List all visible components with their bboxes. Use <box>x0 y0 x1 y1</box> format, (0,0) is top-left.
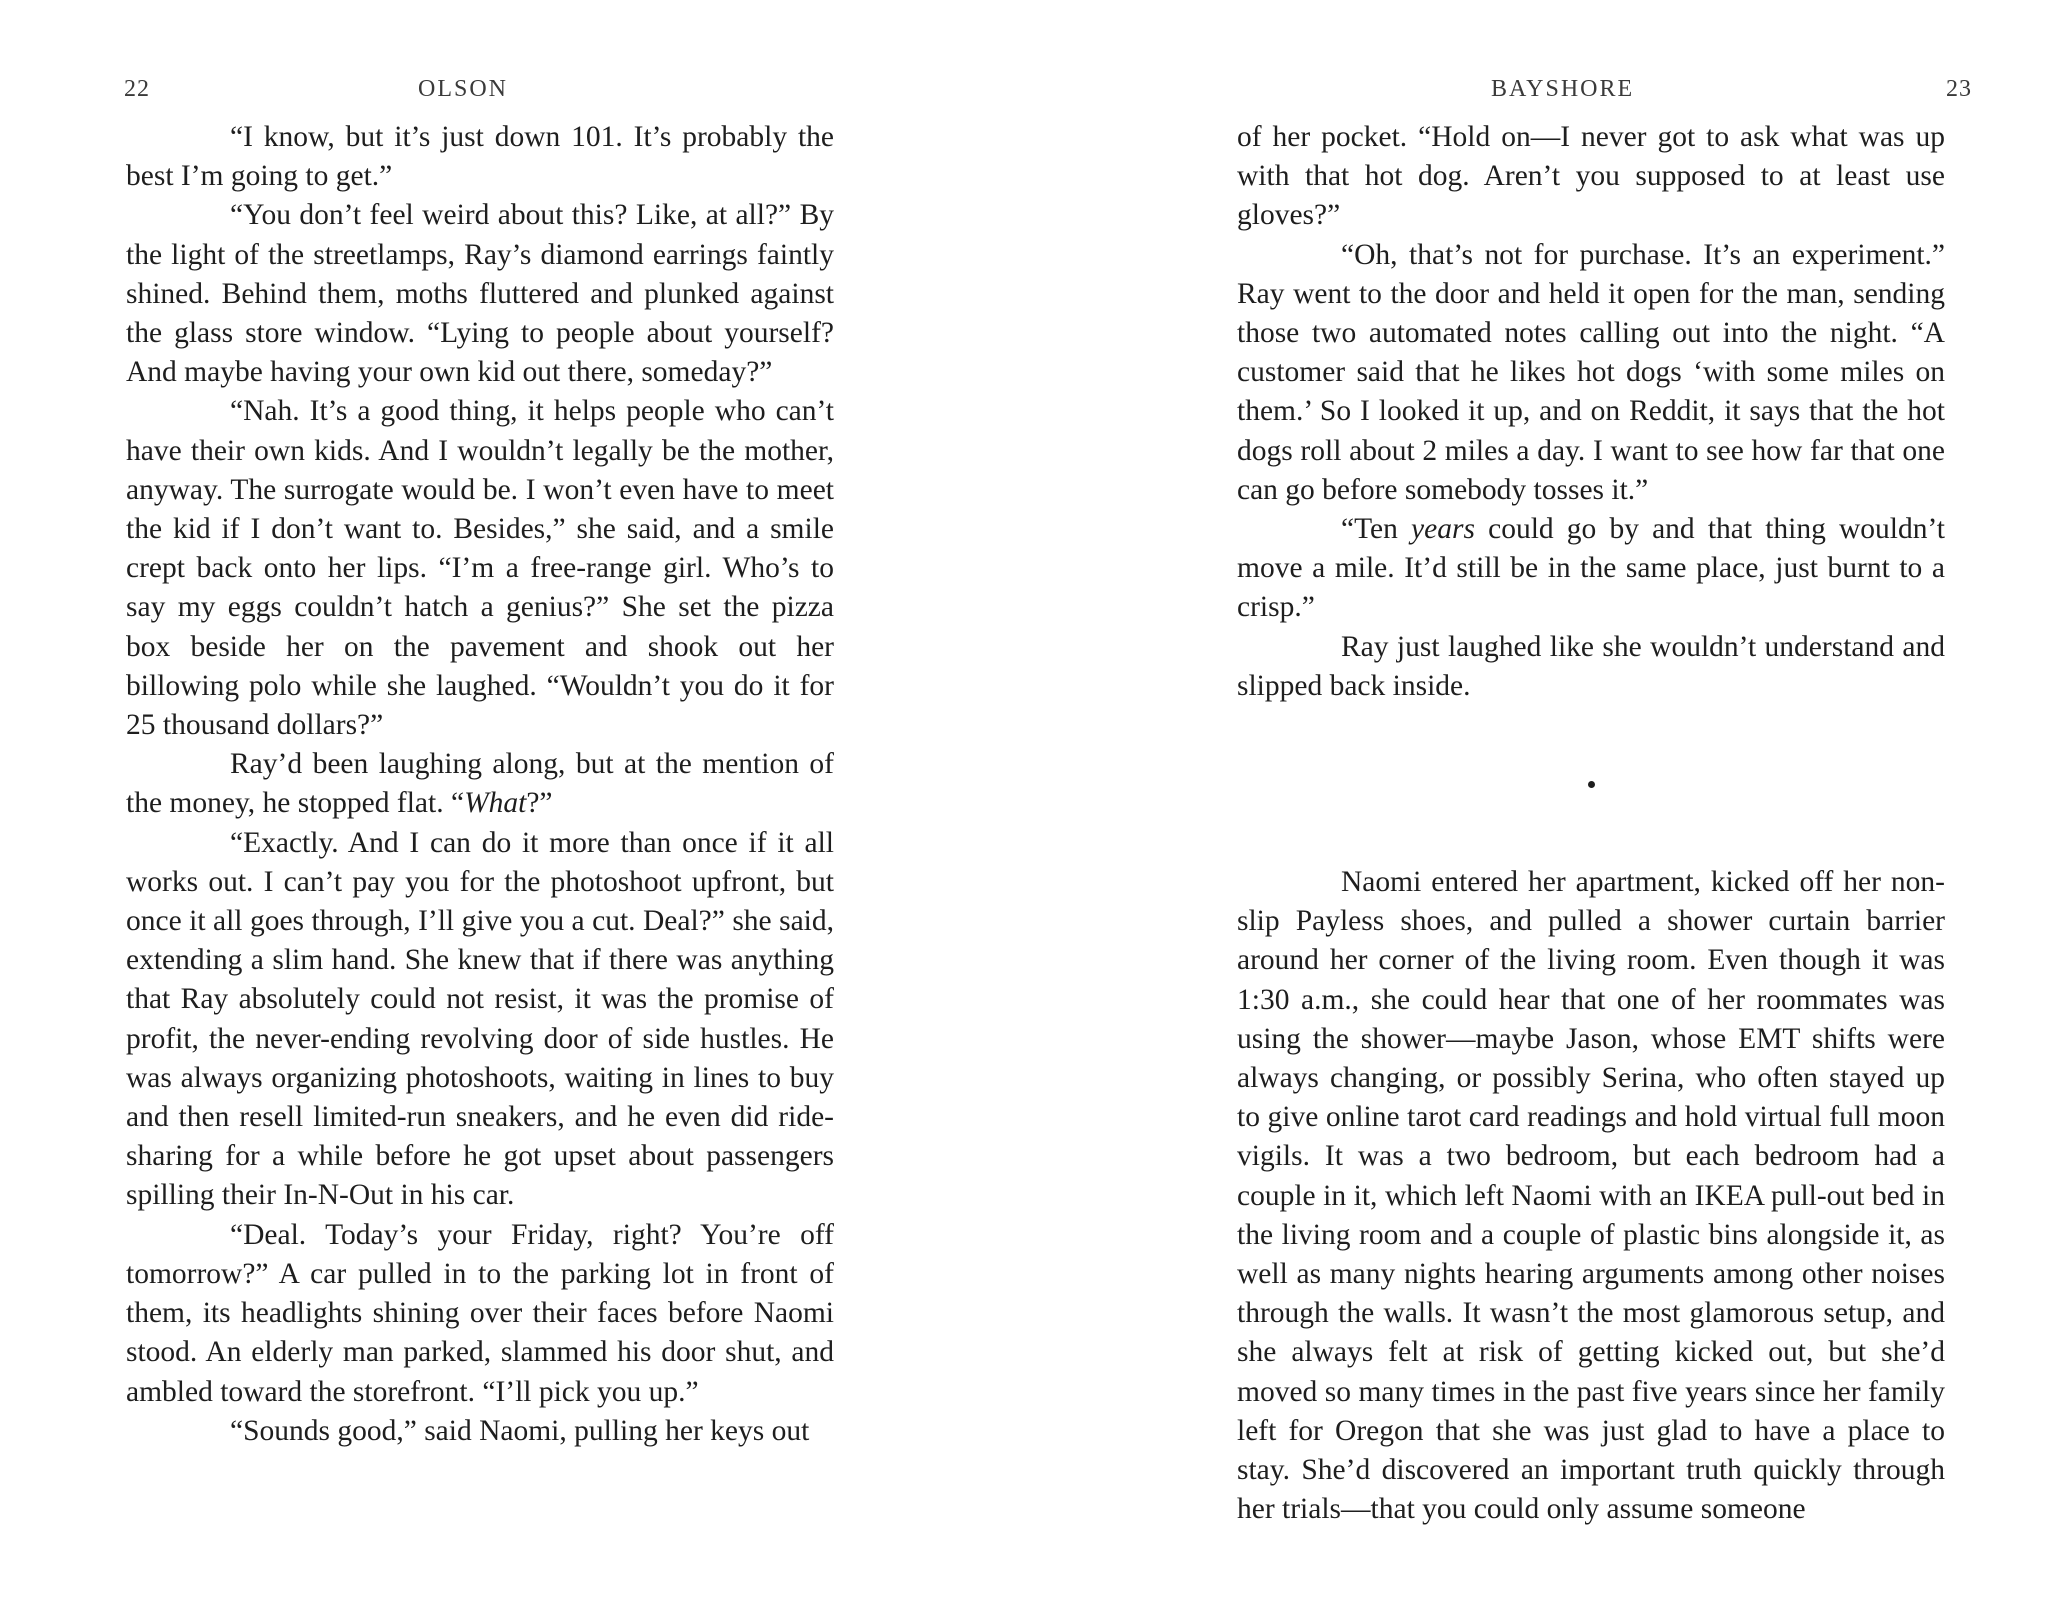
paragraph: “Exactly. And I can do it more than once if it all works out. I can’t pay you for the photoshoot upfront, but once it all goes through, I’ll give you a cut. Deal?” she said, extending a slim hand. She knew that if there was anything that Ray absolutely could not resist, it was the promise of profit, the never-ending revolving door of side hustles. He was always organizing photoshoots, waiting in lines to buy and then resell limited-run sneakers, and he even did ride-sharing for a while before he got upset about passengers spilling their In-N-Out in his car. <box>126 826 834 1212</box>
paragraph-last: “Sounds good,” said Naomi, pulling her keys out <box>230 1414 810 1447</box>
paragraph: Naomi entered her apartment, kicked off her non-slip Payless shoes, and pulled a shower curtain barrier around her corner of the living room. Even though it was 1:30 a.m., she could hear that one of her roommates was using the shower—maybe Jason, whose EMT shifts were always changing, or possibly Serina, who often stayed up to give online tarot card readings and hold virtual full moon vigils. It was a two bedroom, but each bedroom had a couple in it, which left Naomi with an IKEA pull-out bed in the living room and a couple of plastic bins alongside it, as well as many nights hearing arguments among other noises through the walls. It wasn’t the most glamorous setup, and she always felt at risk of getting kicked out, but she’d moved so many times in the past five years since her family left for Oregon that she was just glad to have a place to stay. She’d discovered an important truth quickly through her trials—that you could only assume someone <box>1237 866 1945 1526</box>
text-run: could go by and that thing wouldn’t move a mile. It’d still be in the same place, just burnt to a crisp.” <box>1237 513 1945 624</box>
paragraph: “Deal. Today’s your Friday, right? You’re off tomorrow?” A car pulled in to the parking lot in front of them, its headlights shining over their faces before Naomi stood. An elderly man parked, slammed his door shut, and ambled toward the storefront. “I’ll pick you up.” <box>126 1218 834 1408</box>
text-run: Ray’d been laughing along, but at the mention of the money, he stopped flat. “ <box>126 748 834 820</box>
right-page <box>1024 0 2048 1598</box>
paragraph: “Oh, that’s not for purchase. It’s an experiment.” Ray went to the door and held it open for the man, sending those two automated notes calling out into the night. “A customer said that he likes hot dogs ‘with some miles on them.’ So I looked it up, and on Reddit, it says that the hot dogs roll about 2 miles a day. I want to see how far that one can go before somebody tosses it.” <box>1237 238 1945 506</box>
italic-text: years <box>1411 513 1475 546</box>
paragraph <box>1237 510 1945 628</box>
paragraph: “You don’t feel weird about this? Like, at all?” By the light of the streetlamps, Ray’s diamond earrings faintly shined. Behind them, moths fluttered and plunked against the glass store window. “Lying to people about yourself? And maybe having your own kid out there, someday?” <box>126 199 834 389</box>
paragraph <box>126 745 834 823</box>
italic-text: What <box>464 787 527 820</box>
page-number: 22 <box>124 76 150 102</box>
scene-break-dot <box>1588 781 1595 788</box>
page-number: 23 <box>1946 76 1972 102</box>
text-run: “Ten <box>1341 513 1412 546</box>
scene-break <box>1237 706 1945 863</box>
paragraph-continued: of her pocket. “Hold on—I never got to ask what was up with that hot dog. Aren’t you supposed to at least use gloves?” <box>1237 121 1945 232</box>
body-text <box>126 118 834 1451</box>
body-text <box>1237 118 1945 1530</box>
running-head-author: OLSON <box>418 76 509 102</box>
text-run: ?” <box>526 787 553 820</box>
paragraph: Ray just laughed like she wouldn’t understand and slipped back inside. <box>1237 630 1945 702</box>
paragraph: “Nah. It’s a good thing, it helps people who can’t have their own kids. And I wouldn’t legally be the mother, anyway. The surrogate would be. I won’t even have to meet the kid if I don’t want to. Besides,” she said, and a smile crept back onto her lips. “I’m a free-range girl. Who’s to say my eggs couldn’t hatch a genius?” She set the pizza box beside her on the pavement and shook out her billowing polo while she laughed. “Wouldn’t you do it for 25 thousand dollars?” <box>126 395 834 742</box>
running-head-title: BAYSHORE <box>1491 76 1635 102</box>
paragraph: “I know, but it’s just down 101. It’s probably the best I’m going to get.” <box>126 121 834 193</box>
